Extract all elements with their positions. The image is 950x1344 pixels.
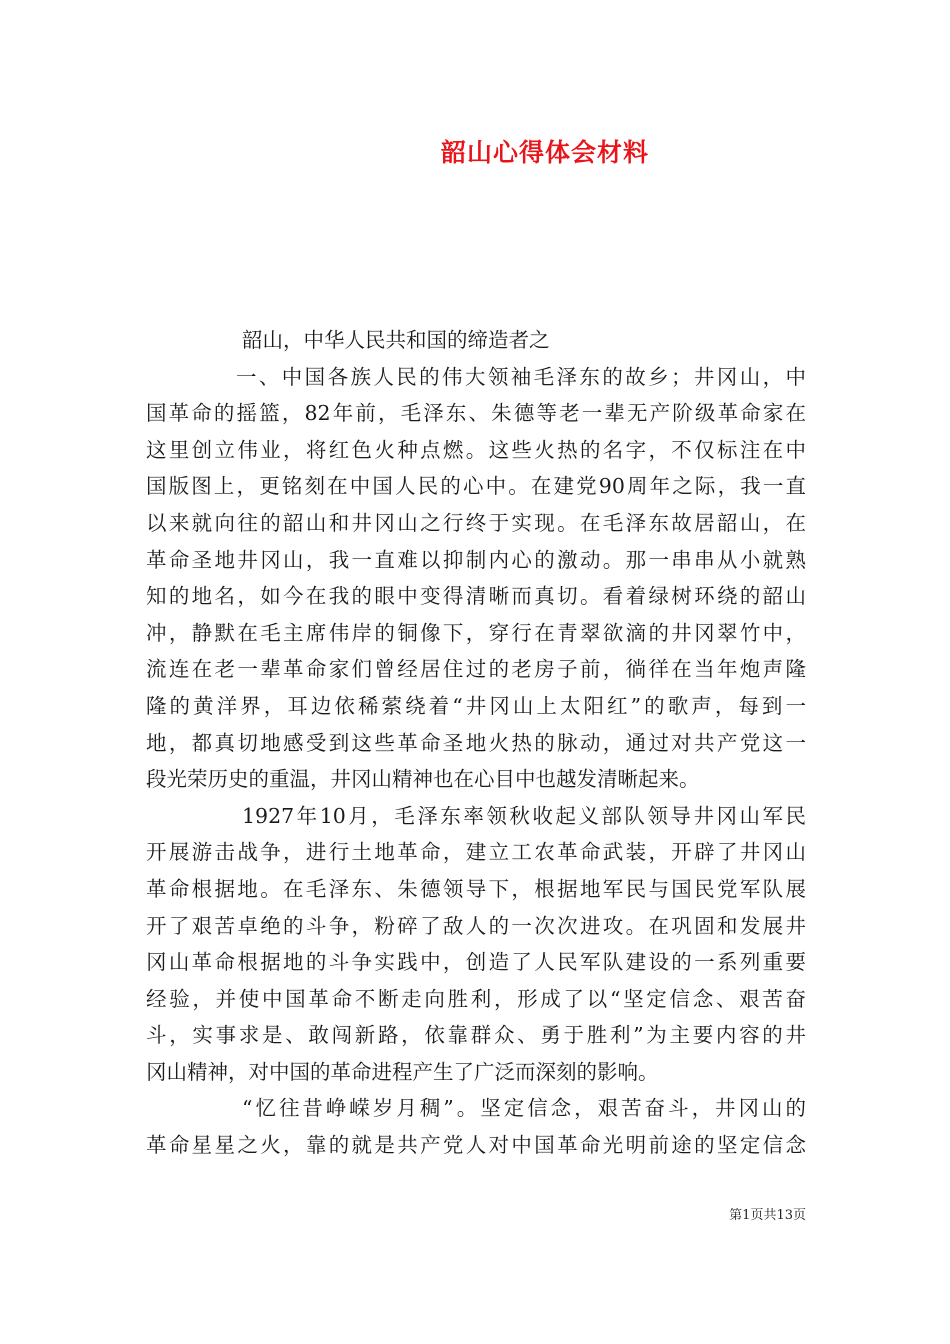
text-line: 流连在老一辈革命家们曾经居住过的老房子前，徜徉在当年炮声隆 (146, 657, 806, 682)
text-line: 韶山，中华人民共和国的缔造者之 (242, 328, 550, 352)
text-line: 以来就向往的韶山和井冈山之行终于实现。在毛泽东故居韶山，在 (146, 510, 806, 535)
text-line: 斗，实事求是、敢闯新路，依靠群众、勇于胜利”为主要内容的井 (146, 1023, 806, 1048)
text-line: 隆的黄洋界，耳边依稀萦绕着“井冈山上太阳红”的歌声，每到一 (146, 693, 806, 718)
page-number: 第1页共13页 (729, 1208, 806, 1223)
text-line: 经验，并使中国革命不断走向胜利，形成了以“坚定信念、艰苦奋 (146, 986, 806, 1011)
text-line: 段光荣历史的重温，井冈山精神也在心目中也越发清晰起来。 (146, 767, 700, 792)
text-line: “忆往昔峥嵘岁月稠”。坚定信念，艰苦奋斗，井冈山的 (242, 1096, 806, 1121)
text-line: 开了艰苦卓绝的斗争，粉碎了敌人的一次次进攻。在巩固和发展井 (146, 913, 806, 938)
text-line: 知的地名，如今在我的眼中变得清晰而真切。看着绿树环绕的韶山 (146, 584, 806, 609)
document-title: 韶山心得体会材料 (440, 138, 649, 167)
text-line: 革命根据地。在毛泽东、朱德领导下，根据地军民与国民党军队展 (146, 876, 806, 901)
document-body (146, 322, 806, 1164)
text-line: 这里创立伟业，将红色火种点燃。这些火热的名字，不仅标注在中 (146, 437, 806, 462)
text-line: 开展游击战争，进行土地革命，建立工农革命武装，开辟了井冈山 (146, 840, 806, 865)
text-line: 革命星星之火，靠的就是共产党人对中国革命光明前途的坚定信念 (146, 1133, 806, 1158)
text-line: 国版图上，更铭刻在中国人民的心中。在建党90周年之际，我一直 (146, 474, 806, 499)
text-line: 国革命的摇篮，82年前，毛泽东、朱德等老一辈无产阶级革命家在 (146, 401, 806, 426)
text-line: 革命圣地井冈山，我一直难以抑制内心的激动。那一串串从小就熟 (146, 547, 806, 572)
text-line: 冈山精神，对中国的革命进程产生了广泛而深刻的影响。 (146, 1059, 659, 1084)
text-line: 一、中国各族人民的伟大领袖毛泽东的故乡；井冈山，中 (236, 364, 806, 389)
text-line: 冲，静默在毛主席伟岸的铜像下，穿行在青翠欲滴的井冈翠竹中， (146, 620, 806, 645)
text-line: 地，都真切地感受到这些革命圣地火热的脉动，通过对共产党这一 (146, 730, 806, 755)
text-line: 冈山革命根据地的斗争实践中，创造了人民军队建设的一系列重要 (146, 950, 806, 975)
text-line: 1927年10月，毛泽东率领秋收起义部队领导井冈山军民 (242, 803, 806, 828)
